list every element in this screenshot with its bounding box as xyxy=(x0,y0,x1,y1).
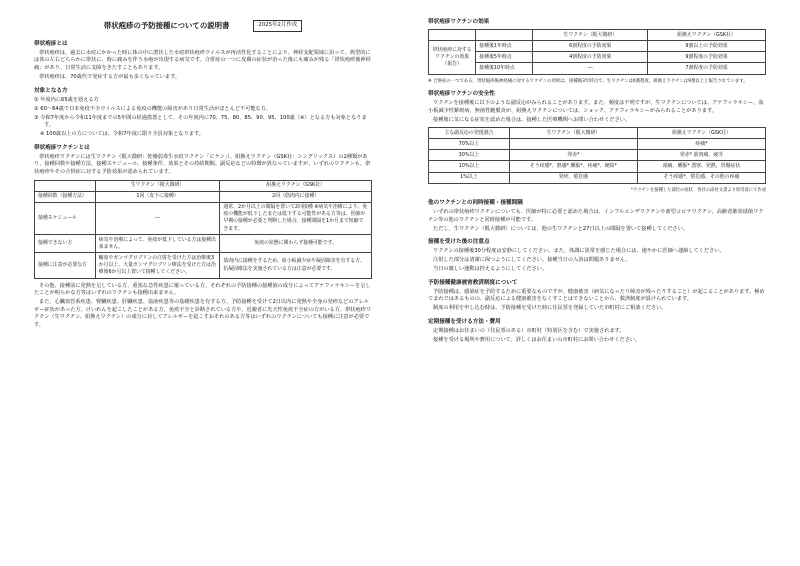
section-heading-effect: 帯状疱疹ワクチンの効果 xyxy=(428,19,490,25)
paragraph: また、心臓血管系疾患、腎臓疾患、肝臓疾患、血液疾患等の基礎疾患を有する方、予防接種を受けて2日以内に発熱や全身の発疹などのアレルギー症状があった方、けいれんを起こしたことがある方、免疫不全と診断されている方や、近親者に先天性免疫不全症の方がいる方、帯状疱疹ワクチン（生ワクチン、組換えワクチン）の成分に対してアレルギーを起こすおそれのある方等はいずれのワクチンについても接種に注意が必要です。 xyxy=(34,299,372,328)
table-header-cell: 主な副反応の発現割合 xyxy=(429,128,510,139)
title-row xyxy=(34,20,372,32)
paragraph: 制度の利用を申し込む時は、予防接種を受けた時に住民票を登録していた市町村にご相談ください。 xyxy=(433,305,667,312)
table-row xyxy=(429,161,766,172)
paragraph: 接種後に気になる症状を認めた場合は、接種した医療機関へお問い合わせください。 xyxy=(433,116,631,123)
row-label: 接種できない方 xyxy=(35,235,96,253)
table-cell: 筋肉内に接種をするため、血小板減少症や凝固障害を有する方、抗凝固療法を実施されている方は注意が必要です。 xyxy=(220,253,372,278)
section-heading-vaccine: 帯状疱疹ワクチンとは xyxy=(34,144,90,151)
note: ※ 合併症の一つである、帯状疱疹後神経痛に対するワクチンの効果は、接種後3年時点で、生ワクチンは6割程度、組換えワクチンは9割以上と報告されています。 xyxy=(428,78,748,84)
table-row xyxy=(35,202,372,234)
table-row xyxy=(429,150,766,161)
table-cell: そう痒感*、熱感* 腫脹*、疼痛*、硬結* xyxy=(509,161,637,172)
table-header-cell: 組換えワクチン（GSK社） xyxy=(648,30,766,41)
section-heading-how-to: 定期接種を受ける方法・費用 xyxy=(428,319,501,325)
table-row xyxy=(429,52,766,63)
vaccine-effect-table xyxy=(428,29,766,74)
table-cell: 免疫の状態に関わらず接種可能です。 xyxy=(220,235,372,253)
table-row xyxy=(429,41,766,52)
table-cell: 発赤* 筋肉痛、疲労 xyxy=(637,150,765,161)
table-cell: 接種後1年時点 xyxy=(476,41,533,52)
table-header-row xyxy=(429,30,766,41)
paragraph: ワクチンの接種後30分程度は安静にしてください。また、体調に異常を感じた場合には、速やかに医師へ連絡してください。 xyxy=(433,248,725,255)
document-title: 帯状疱疹の予防接種についての説明書 xyxy=(103,20,230,30)
note: ※ 100歳以上の方については、令和7年度に限り全員対象となります。 xyxy=(40,131,204,138)
list-item: ③ 令和7年度から令和11年度までの5年間の経過措置として、その年度内に70、75、80、85、90、95、100歳（※）となる方も対象となります。 xyxy=(34,114,367,129)
table-cell: 接種後5年時点 xyxy=(476,52,533,63)
table-header-cell xyxy=(429,30,476,41)
table-cell: 6割程度の予防効果 xyxy=(533,41,648,52)
table-header-row xyxy=(35,180,372,191)
table-cell: 頭痛、腫脹* 悪寒、発熱、胃腸症状 xyxy=(637,161,765,172)
section-heading-safety: 帯状疱疹ワクチンの安全性 xyxy=(428,90,495,97)
table-cell: 30%以上 xyxy=(429,150,510,161)
table-cell: 発赤* xyxy=(509,150,637,161)
table-cell: ― xyxy=(533,63,648,74)
section-heading-relief-system: 予防接種健康被害救済制度について xyxy=(428,279,518,286)
row-label: 帯状疱疹に対するワクチンの効果（報告） xyxy=(429,41,476,74)
table-cell: 70%以上 xyxy=(429,139,510,150)
table-cell: 発疹、倦怠感 xyxy=(509,172,637,183)
table-cell: そう痒感*、倦怠感、その他の疼痛 xyxy=(637,172,765,183)
paragraph: 接種を受ける場所や費用について、詳しくはお住まいの市町村にお問い合わせください。 xyxy=(433,337,641,344)
table-row xyxy=(429,139,766,150)
section-heading-eligible: 対象となる方 xyxy=(34,87,68,94)
table-cell: 1回（皮下に接種） xyxy=(95,191,220,202)
row-label: 接種回数（接種方法） xyxy=(35,191,96,202)
table-cell: 1%以上 xyxy=(429,172,510,183)
paragraph: 予防接種は、感染症を予防するために重要なものですが、健康被害（病気になったり障害が残ったりすること）が起こることがあります。極めてまれではあるものの、副反応による健康被害をなくすことはできないことから、救済制度が設けられています。 xyxy=(428,288,765,303)
table-header-row xyxy=(429,128,766,139)
row-label: 接種に注意が必要な方 xyxy=(35,253,96,278)
section-heading-after-care: 接種を受けた後の注意点 xyxy=(428,239,490,246)
table-cell: 10%以上 xyxy=(429,161,510,172)
side-effect-table xyxy=(428,127,766,184)
paragraph: 当日の激しい運動は控えるようにしてください。 xyxy=(433,266,548,273)
table-header-cell xyxy=(35,180,96,191)
table-row xyxy=(429,172,766,183)
creation-date-box: 2025年2月作成 xyxy=(253,20,302,32)
right-page xyxy=(400,0,800,566)
table-cell: 病気や治療によって、免疫が低下している方は接種出来ません。 xyxy=(95,235,220,253)
table-cell: 4割程度の予防効果 xyxy=(533,52,648,63)
table-header-cell: 生ワクチン（阪大微研） xyxy=(95,180,220,191)
table-cell xyxy=(509,139,637,150)
paragraph: 帯状疱疹は、70歳代で発症する方が最も多くなっています。 xyxy=(39,74,181,81)
paragraph: 注射した部分は清潔に保つようにしてください。接種当日の入浴は問題ありません。 xyxy=(433,257,631,264)
table-cell: 輸血やガンマグロブリンの注射を受けた方は治療後3か月以上、大量ガンマグロブリン療法を受けた方は治療後6か月以上置いて接種してください。 xyxy=(95,253,220,278)
table-cell: 7割程度の予防効果 xyxy=(648,63,766,74)
table-header-cell xyxy=(476,30,533,41)
list-item: ① 年度内に65歳を迎える方 xyxy=(34,96,99,103)
row-label: 接種スケジュール xyxy=(35,202,96,234)
table-header-cell: 生ワクチン（阪大微研） xyxy=(509,128,637,139)
paragraph: 定期接種はお住まいの（住民票のある）市町村（特別区を含む）で実施されます。 xyxy=(433,328,625,335)
vaccine-comparison-table xyxy=(34,180,372,279)
table-cell: 疼痛* xyxy=(637,139,765,150)
paragraph: ただし、生ワクチン（阪大微研）については、他の生ワクチンと27日以上の間隔を置いて接種してください。 xyxy=(433,225,688,232)
paragraph: その他、接種前に発熱を呈している方、重篤な急性疾患に罹っている方、それぞれの予防接種の接種液の成分によってアナフィラキシーを呈したことが明らかな方等はいずれのワクチンも接種出来ません。 xyxy=(34,282,371,297)
table-cell: 接種後10年時点 xyxy=(476,63,533,74)
table-cell: 9割以上の予防効果 xyxy=(648,41,766,52)
table-row xyxy=(429,63,766,74)
paragraph: ワクチンを接種後に以下のような副反応がみられることがあります。また、頻度は不明ですが、生ワクチンについては、アナフィラキシー、血小板減少性紫斑病、無菌性髄膜炎が、組換えワクチンについては、ショック、アナフィラキシーがみられることがあります。 xyxy=(428,100,764,114)
section-heading-about-shingles: 帯状疱疹とは xyxy=(34,40,68,47)
paragraph: いずれの帯状疱疹ワクチンについても、医師が特に必要と認めた場合は、インフルエンザワクチンや新型コロナワクチン、高齢者肺炎球菌ワクチン等の他のワクチンと同時接種が可能です。 xyxy=(428,209,764,223)
section-heading-simultaneous: 他のワクチンとの同時接種・接種間隔 xyxy=(428,199,523,206)
paragraph: 帯状疱疹は、過去に水痘にかかった時に体の中に潜伏した水痘帯状疱疹ウイルスが再活性化することにより、神経支配領域に沿って、典型的には体の左右どちらかに帯状に、時に痛みを伴う水疱が出現する病気です。合併症の一つに皮膚の症状が治った後にも痛みが残る「帯状疱疹後神経痛」があり、日常生活に支障をきたすこともあります。 xyxy=(34,49,371,71)
table-row xyxy=(35,253,372,278)
eligibility-list xyxy=(34,97,372,130)
table-cell: 2回（筋肉内に接種） xyxy=(220,191,372,202)
table-header-cell: 生ワクチン（阪大微研） xyxy=(533,30,648,41)
table-cell: ― xyxy=(95,202,220,234)
table-header-cell: 組換えワクチン（GSK社） xyxy=(637,128,765,139)
table-cell: 通常、2か月以上の間隔を置いて2回接種 ※病気や治療により、免疫の機能が低下したまたは低下する可能性がある方等は、医師が早期の接種が必要と判断した場合、接種間隔を1か月まで短縮できます。 xyxy=(220,202,372,234)
table-cell: 9割程度の予防効果 xyxy=(648,52,766,63)
table-header-cell: 組換えワクチン（GSK社） xyxy=(220,180,372,191)
table-row xyxy=(35,235,372,253)
list-item: ② 60～64歳で日本免疫不全ウイルスによる免疫の機能の障害があり日常生活がほとんど不可能な方。 xyxy=(34,105,272,112)
table-footnote: *ワクチンを接種した部位の症状 各社の添付文書より厚労省にて作成 xyxy=(630,187,766,193)
paragraph: 帯状疱疹ワクチンには生ワクチン（阪大微研：乾燥弱毒生水痘ワクチン「ビケン」）、組換えワクチン（GSK社：シングリックス）の2種類があり、接種回数や接種方法、接種スケジュール、接種条件、効果とその持続期間、副反応などの特徴が異なっていますが、いずれのワクチンも、帯状疱疹やその合併症に対する予防効果が認められています。 xyxy=(34,153,371,175)
table-row xyxy=(35,191,372,202)
